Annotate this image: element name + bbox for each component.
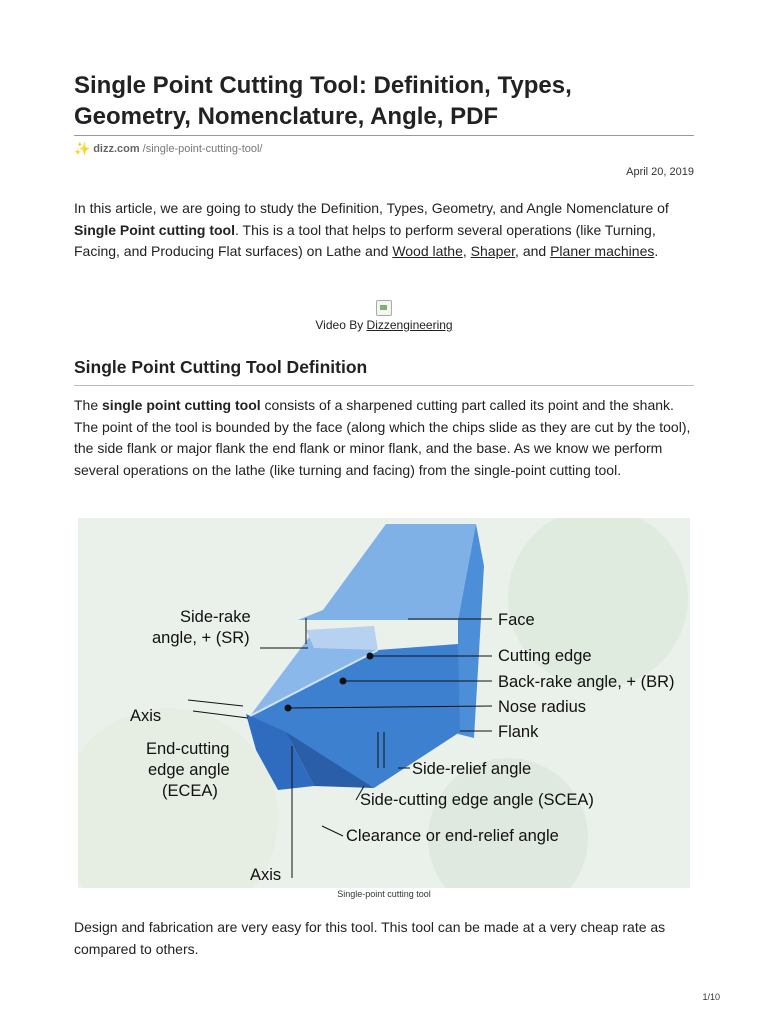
- section-heading: Single Point Cutting Tool Definition: [74, 357, 368, 377]
- source-path: /single-point-cutting-tool/: [142, 143, 263, 155]
- label-side-rake-1: Side-rake: [180, 608, 251, 626]
- intro-text-5: .: [654, 243, 659, 259]
- label-face: Face: [498, 611, 535, 629]
- sparkle-icon: ✨: [74, 141, 91, 156]
- intro-text: In this article, we are going to study the Definition, Types, Geometry, and Angle Nomenclature of: [74, 200, 669, 216]
- broken-image-icon: [376, 300, 392, 316]
- article-title: Single Point Cutting Tool: Definition, Types, Geometry, Nomenclature, Angle, PDF: [74, 72, 572, 130]
- source-domain: dizz.com: [93, 143, 140, 155]
- label-clearance: Clearance or end-relief angle: [346, 827, 559, 845]
- intro-text-2: . This is a tool that helps to perform several operations (like Turning, Facing, and Producing Flat surfaces) on Lathe and: [74, 221, 656, 259]
- title-divider: [74, 135, 694, 136]
- definition-bold: single point cutting tool: [102, 397, 261, 413]
- intro-paragraph: [74, 198, 694, 263]
- label-nose-radius: Nose radius: [498, 698, 587, 716]
- label-axis-bottom: Axis: [250, 866, 282, 884]
- video-label: Video By: [315, 318, 367, 332]
- label-ecea-1: End-cutting: [146, 740, 230, 758]
- label-ecea-3: (ECEA): [162, 782, 218, 800]
- cutting-tool-figure: [78, 518, 690, 888]
- label-back-rake: Back-rake angle, + (BR): [498, 673, 675, 691]
- figure-caption: Single-point cutting tool: [337, 889, 431, 899]
- source-url[interactable]: [74, 141, 262, 157]
- chip-groove: [306, 626, 378, 650]
- definition-paragraph: [74, 395, 694, 481]
- label-side-rake-2: angle, + (SR): [152, 629, 250, 647]
- definition-text: The: [74, 397, 103, 413]
- planer-machines-link[interactable]: Planer machines: [550, 243, 655, 259]
- publish-date: April 20, 2019: [626, 166, 694, 178]
- wood-lathe-link[interactable]: Wood lathe: [392, 243, 463, 259]
- page-number: 1/10: [702, 992, 720, 1002]
- label-axis-left: Axis: [130, 707, 162, 725]
- shaper-link[interactable]: Shaper: [470, 243, 516, 259]
- intro-bold: Single Point cutting tool: [74, 221, 235, 238]
- intro-text-3: ,: [462, 243, 471, 259]
- label-scea: Side-cutting edge angle (SCEA): [360, 791, 594, 809]
- label-side-relief: Side-relief angle: [412, 760, 532, 778]
- closing-paragraph: Design and fabrication are very easy for this tool. This tool can be made at a very cheap rate as compared to others.: [74, 919, 666, 957]
- cutting-tool-diagram: [78, 518, 690, 888]
- video-author-link[interactable]: Dizzengineering: [366, 318, 453, 332]
- label-flank: Flank: [498, 723, 539, 741]
- definition-text-2: consists of a sharpened cutting part called its point and the shank. The point of the tool is bounded by the face (along which the chips slide as they are cut by the tool), the side flank or major flank the end flank or minor flank, and the base. As we know we perform several operations on the lathe (like turning and facing) from the single-point cutting tool.: [74, 397, 691, 478]
- intro-text-4: , and: [515, 243, 551, 259]
- section-divider: [74, 385, 694, 386]
- label-ecea-2: edge angle: [148, 761, 230, 779]
- video-block: [74, 300, 694, 332]
- label-cutting-edge: Cutting edge: [498, 647, 592, 665]
